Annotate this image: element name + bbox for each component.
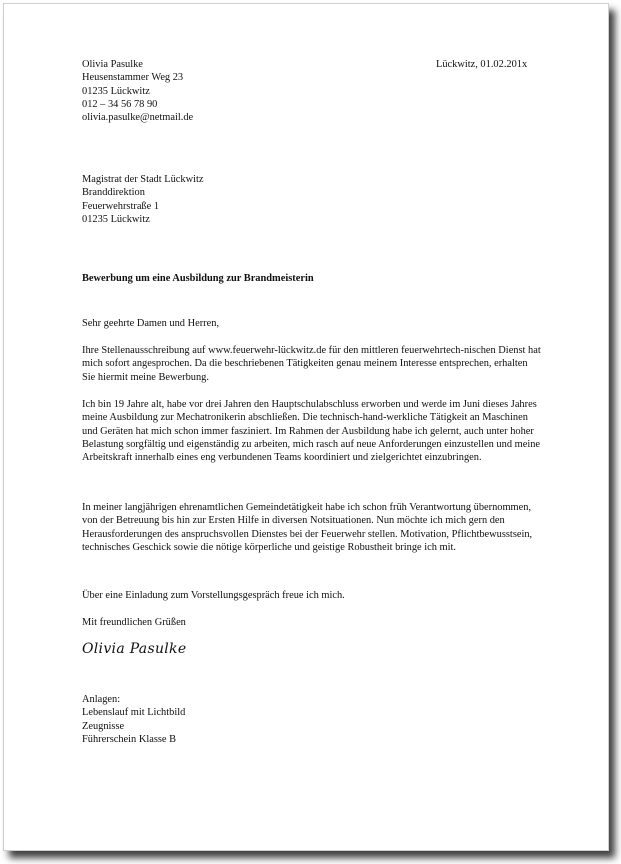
subject-line: Bewerbung um eine Ausbildung zur Brandmeisterin: [82, 273, 314, 284]
sender-address: [82, 58, 193, 124]
attachment-item: Zeugnisse: [82, 720, 125, 732]
recipient-address: [82, 173, 203, 226]
handwritten-signature: Olivia Pasulke: [82, 641, 187, 657]
paragraph-3-text: In meiner langjährigen ehrenamtlichen Gemeindetätigkeit habe ich schon früh Verantwortung übernommen, von der Betreuung bis hin zur Ersten Hilfe in diversen Notsituationen. Nun möchte ich mich gern den Herausforderungen des anspruchsvollen Dienstes bei der Feuerwehr stellen. Motivation, Pflichtbewusstsein, technisches Geschick sowie die nötige körperliche und geistige Robustheit bringe ich mit.: [82, 502, 533, 553]
paragraph-4: [82, 589, 542, 602]
paragraph-2-text: Ich bin 19 Jahre alt, habe vor drei Jahren den Hauptschulabschluss erworben und werde im Juni dieses Jahres meine Ausbildung zur Mechatronikerin abschließen. Die technisch-hand-werkliche Tätigkeit an Maschinen und Geräten hat mich schon immer fasziniert. Im Rahmen der Ausbildung habe ich gelernt, auch unter hoher Belastung sorgfältig und eigenständig zu arbeiten, mich rasch auf neue Anforderungen einzustellen und meine Arbeitskraft innerhalb eines eng verbundenen Teams koordiniert und zielgerichtet einzubringen.: [82, 399, 541, 464]
attachment-item: Führerschein Klasse B: [82, 733, 177, 745]
paragraph-2: [82, 398, 542, 464]
salutation: [82, 317, 542, 330]
closing: [82, 616, 542, 629]
sender-phone: 012 – 34 56 78 90: [82, 98, 158, 110]
sender-email: olivia.pasulke@netmail.de: [82, 112, 194, 124]
letter-date: Lückwitz, 01.02.201x: [436, 59, 528, 70]
recipient-line-4: 01235 Lückwitz: [82, 213, 150, 225]
attachment-item: Lebenslauf mit Lichtbild: [82, 707, 186, 719]
paragraph-1: [82, 344, 542, 384]
paragraph-3: [82, 501, 542, 554]
attachments-heading: Anlagen:: [82, 694, 121, 705]
letter-page: [3, 3, 609, 851]
sender-name: Olivia Pasulke: [82, 59, 143, 70]
paragraph-4-text: Über eine Einladung zum Vorstellungsgespräch freue ich mich.: [82, 590, 345, 601]
paragraph-1-text: Ihre Stellenausschreibung auf www.feuerwehr-lückwitz.de für den mittleren feuerwehrtech-nischen Dienst hat mich sofort angesprochen. Da die beschriebenen Tätigkeiten genau meinem Interesse entsprechen, erhalten Sie hiermit meine Bewerbung.: [82, 345, 541, 383]
recipient-line-3: Feuerwehrstraße 1: [82, 200, 160, 212]
sender-city: 01235 Lückwitz: [82, 85, 150, 97]
sender-street: Heusenstammer Weg 23: [82, 72, 184, 84]
closing-text: Mit freundlichen Grüßen: [82, 617, 186, 628]
recipient-line-2: Branddirektion: [82, 187, 145, 199]
recipient-line-1: Magistrat der Stadt Lückwitz: [82, 174, 204, 185]
attachments: [82, 693, 185, 746]
salutation-text: Sehr geehrte Damen und Herren,: [82, 318, 220, 329]
